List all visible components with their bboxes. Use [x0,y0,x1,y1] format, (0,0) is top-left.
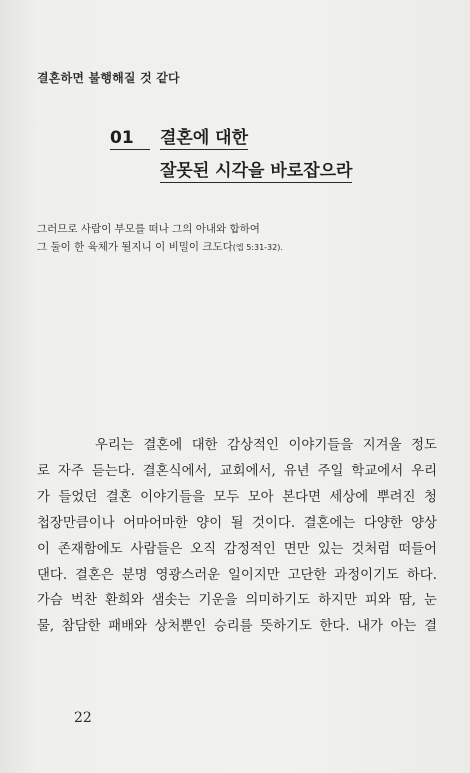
body-line: 물, 참담한 패배와 상처뿐인 승리를 뜻하기도 한다. 내가 아는 결 [37,619,437,635]
epigraph-line: 그러므로 사람이 부모를 떠나 그의 아내와 합하여 [37,223,260,235]
scripture-reference: (엡 5:31-32). [232,243,283,252]
body-text [37,433,437,640]
epigraph-line: 그 둘이 한 육체가 될지니 이 비밀이 크도다(엡 5:31-32). [37,241,283,253]
chapter-heading [110,123,352,183]
body-line: 첩장만큼이나 어마어마한 양이 될 것이다. 결혼에는 다양한 양상 [37,515,437,531]
epigraph [37,220,437,257]
body-line: 로 자주 듣는다. 결혼식에서, 교회에서, 유년 주일 학교에서 우리 [37,463,437,479]
body-line: 가 들었던 결혼 이야기들을 모두 모아 본다면 세상에 뿌려진 청 [37,489,437,505]
chapter-title-line1: 결혼에 대한 [160,123,248,150]
body-line: 가슴 벅찬 환희와 샘솟는 기운을 의미하기도 하지만 피와 땀, 눈 [37,593,437,609]
body-line: 이 존재함에도 사람들은 오직 감정적인 면만 있는 것처럼 떠들어 [37,541,437,557]
running-head: 결혼하면 불행해질 것 같다 [37,71,180,85]
body-line: 우리는 결혼에 대한 감상적인 이야기들을 지겨울 정도 [95,438,437,453]
chapter-title-line2: 잘못된 시각을 바로잡으라 [160,156,352,183]
body-line: 댄다. 결혼은 분명 영광스러운 일이지만 고단한 과정이기도 하다. [37,567,437,583]
chapter-number: 01 [110,128,150,150]
page-number: 22 [74,710,92,726]
